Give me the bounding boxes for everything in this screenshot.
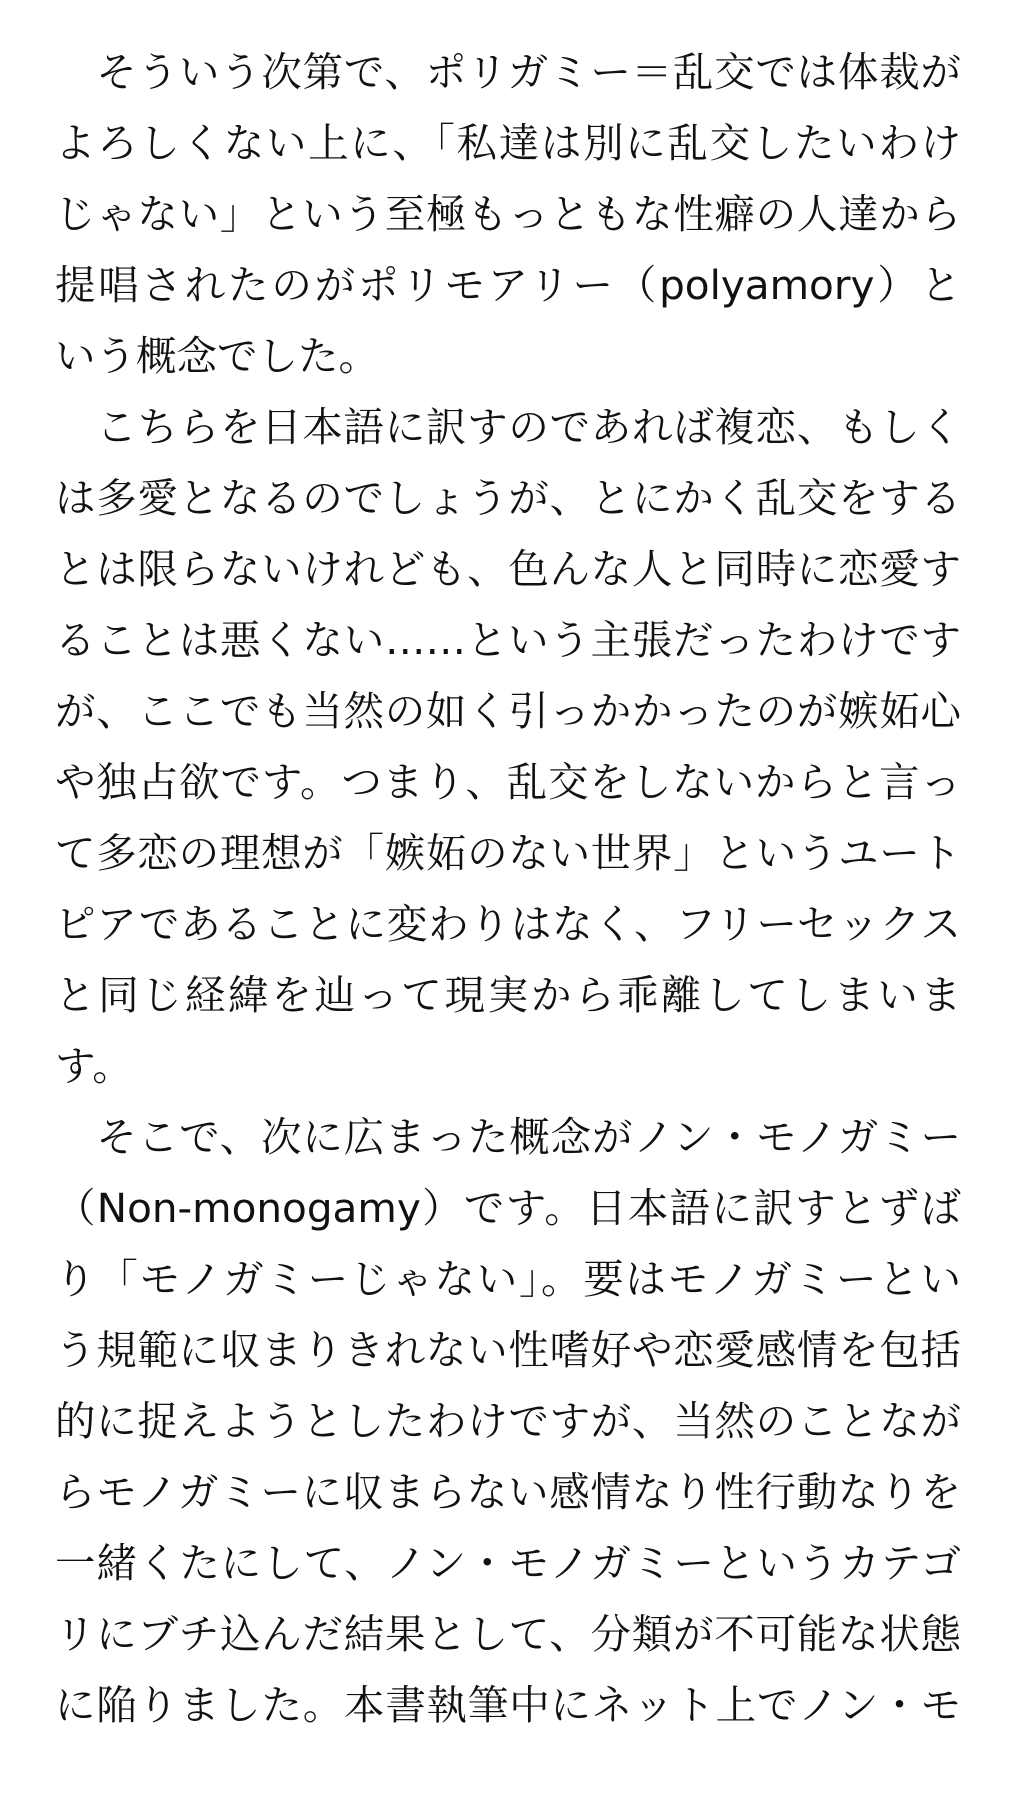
text-line: と同じ経緯を辿って現実から乖離してしまいま: [55, 971, 961, 1019]
paragraph-polyamory: [55, 37, 961, 392]
text-line: ピアであることに変わりはなく、フリーセックス: [55, 900, 961, 948]
paragraph-non-monogamy: [55, 1102, 961, 1741]
paragraph-translation: [55, 392, 961, 1102]
text-line: 的に捉えようとしたわけですが、当然のことなが: [55, 1397, 961, 1445]
text-line: う規範に収まりきれない性嗜好や恋愛感情を包括: [55, 1326, 961, 1374]
text-line: らモノガミーに収まらない感情なり性行動なりを: [55, 1468, 961, 1516]
text-line: （Non-monogamy）です。日本語に訳すとずば: [55, 1184, 961, 1232]
text-line: じゃない」という至極もっともな性癖の人達から: [55, 190, 961, 238]
text-line: 提唱されたのがポリモアリー（polyamory）と: [55, 261, 961, 309]
text-line: とは限らないけれども、色んな人と同時に恋愛す: [55, 545, 961, 593]
text-line: いう概念でした。: [55, 332, 379, 380]
text-line: は多愛となるのでしょうが、とにかく乱交をする: [55, 474, 961, 522]
text-line: こちらを日本語に訳すのであれば複恋、もしく: [55, 403, 961, 451]
book-page-text: [55, 37, 961, 1741]
text-line: 一緒くたにして、ノン・モノガミーというカテゴ: [55, 1539, 961, 1587]
text-line: ることは悪くない……という主張だったわけです: [55, 616, 961, 664]
text-line: や独占欲です。つまり、乱交をしないからと言っ: [55, 758, 961, 806]
text-line: り「モノガミーじゃない」。要はモノガミーとい: [55, 1255, 961, 1303]
text-line: が、ここでも当然の如く引っかかったのが嫉妬心: [55, 687, 961, 735]
text-line: す。: [55, 1042, 133, 1090]
text-line: て多恋の理想が「嫉妬のない世界」というユート: [55, 829, 961, 877]
text-line: に陥りました。本書執筆中にネット上でノン・モ: [55, 1681, 961, 1729]
text-line: よろしくない上に、「私達は別に乱交したいわけ: [55, 119, 961, 167]
text-line: そこで、次に広まった概念がノン・モノガミー: [55, 1113, 961, 1161]
text-line: リにブチ込んだ結果として、分類が不可能な状態: [55, 1610, 961, 1658]
text-line: そういう次第で、ポリガミー＝乱交では体裁が: [55, 48, 961, 96]
